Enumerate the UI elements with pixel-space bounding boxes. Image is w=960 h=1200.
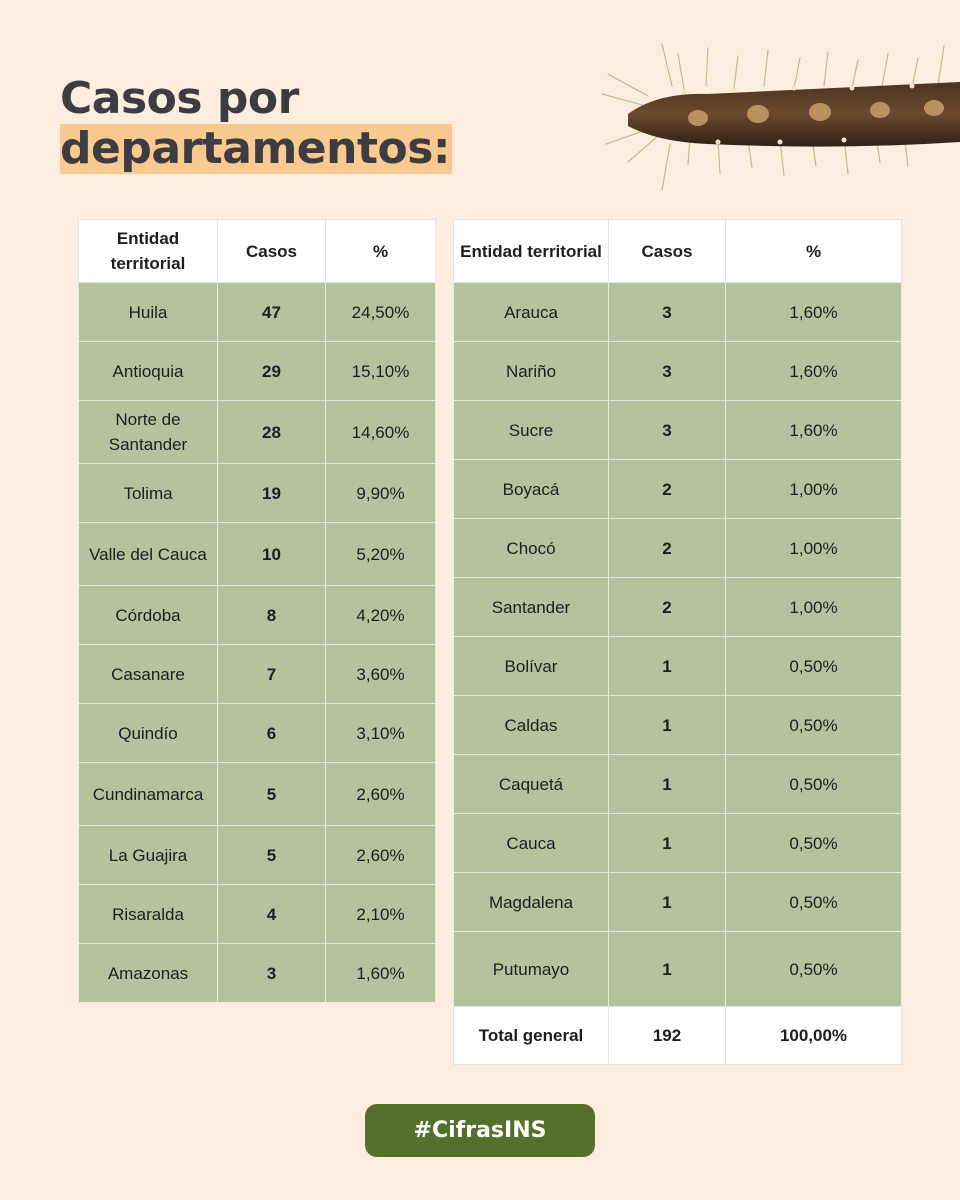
total-label: Total general xyxy=(454,1007,609,1065)
entity-cell: Antioquia xyxy=(79,342,218,401)
entity-cell: Boyacá xyxy=(454,460,609,519)
header-entity: Entidad territorial xyxy=(79,220,218,283)
table-row xyxy=(79,885,436,944)
total-row xyxy=(454,1007,902,1065)
percent-cell: 0,50% xyxy=(726,873,902,932)
cases-table-right xyxy=(453,219,902,1065)
entity-cell: Bolívar xyxy=(454,637,609,696)
table-row xyxy=(79,464,436,523)
percent-cell: 2,60% xyxy=(326,763,436,826)
percent-cell: 1,60% xyxy=(726,283,902,342)
cases-cell: 1 xyxy=(609,873,726,932)
title-line-1: Casos por xyxy=(60,73,299,124)
percent-cell: 3,10% xyxy=(326,704,436,763)
table-row xyxy=(454,460,902,519)
percent-cell: 1,60% xyxy=(726,401,902,460)
percent-cell: 15,10% xyxy=(326,342,436,401)
percent-cell: 4,20% xyxy=(326,586,436,645)
entity-cell: Risaralda xyxy=(79,885,218,944)
table-row xyxy=(454,755,902,814)
page-title xyxy=(60,74,452,174)
cases-cell: 4 xyxy=(218,885,326,944)
cases-cell: 6 xyxy=(218,704,326,763)
table-row xyxy=(454,637,902,696)
cases-cell: 3 xyxy=(609,342,726,401)
cases-table-left xyxy=(78,219,436,1003)
cases-cell: 10 xyxy=(218,523,326,586)
table-row xyxy=(454,696,902,755)
table-row xyxy=(454,519,902,578)
percent-cell: 1,00% xyxy=(726,460,902,519)
entity-cell: La Guajira xyxy=(79,826,218,885)
entity-cell: Santander xyxy=(454,578,609,637)
table-row xyxy=(454,873,902,932)
entity-cell: Arauca xyxy=(454,283,609,342)
table-row xyxy=(79,401,436,464)
cases-cell: 28 xyxy=(218,401,326,464)
entity-cell: Quindío xyxy=(79,704,218,763)
table-row xyxy=(79,763,436,826)
percent-cell: 1,60% xyxy=(726,342,902,401)
cases-cell: 47 xyxy=(218,283,326,342)
entity-cell: Casanare xyxy=(79,645,218,704)
percent-cell: 1,00% xyxy=(726,519,902,578)
entity-cell: Caldas xyxy=(454,696,609,755)
cases-cell: 3 xyxy=(609,283,726,342)
entity-cell: Valle del Cauca xyxy=(79,523,218,586)
entity-cell: Nariño xyxy=(454,342,609,401)
entity-cell: Tolima xyxy=(79,464,218,523)
percent-cell: 2,10% xyxy=(326,885,436,944)
percent-cell: 0,50% xyxy=(726,637,902,696)
header-percent: % xyxy=(726,220,902,283)
table-row xyxy=(454,401,902,460)
header-entity: Entidad territorial xyxy=(454,220,609,283)
cases-cell: 5 xyxy=(218,763,326,826)
table-header-row xyxy=(79,220,436,283)
entity-cell: Norte de Santander xyxy=(79,401,218,464)
header-cases: Casos xyxy=(609,220,726,283)
table-row xyxy=(79,704,436,763)
table-header-row xyxy=(454,220,902,283)
table-row xyxy=(454,342,902,401)
total-cases: 192 xyxy=(609,1007,726,1065)
percent-cell: 0,50% xyxy=(726,696,902,755)
percent-cell: 14,60% xyxy=(326,401,436,464)
cases-cell: 1 xyxy=(609,696,726,755)
cases-cell: 8 xyxy=(218,586,326,645)
title-line-2-highlighted: departamentos: xyxy=(60,123,451,174)
percent-cell: 9,90% xyxy=(326,464,436,523)
entity-cell: Cundinamarca xyxy=(79,763,218,826)
percent-cell: 1,60% xyxy=(326,944,436,1003)
cases-cell: 1 xyxy=(609,932,726,1007)
table-row xyxy=(79,944,436,1003)
entity-cell: Magdalena xyxy=(454,873,609,932)
table-row xyxy=(79,523,436,586)
table-row xyxy=(454,283,902,342)
percent-cell: 0,50% xyxy=(726,814,902,873)
hashtag-badge[interactable]: #CifrasINS xyxy=(365,1104,595,1157)
cases-cell: 5 xyxy=(218,826,326,885)
cases-cell: 1 xyxy=(609,814,726,873)
percent-cell: 5,20% xyxy=(326,523,436,586)
header-cases: Casos xyxy=(218,220,326,283)
total-percent: 100,00% xyxy=(726,1007,902,1065)
entity-cell: Putumayo xyxy=(454,932,609,1007)
percent-cell: 24,50% xyxy=(326,283,436,342)
cases-cell: 3 xyxy=(609,401,726,460)
entity-cell: Caquetá xyxy=(454,755,609,814)
cases-cell: 29 xyxy=(218,342,326,401)
table-row xyxy=(79,826,436,885)
table-row xyxy=(454,814,902,873)
header-percent: % xyxy=(326,220,436,283)
table-row xyxy=(79,645,436,704)
cases-cell: 19 xyxy=(218,464,326,523)
percent-cell: 0,50% xyxy=(726,755,902,814)
entity-cell: Huila xyxy=(79,283,218,342)
table-row xyxy=(79,586,436,645)
entity-cell: Chocó xyxy=(454,519,609,578)
cases-cell: 1 xyxy=(609,755,726,814)
cases-cell: 2 xyxy=(609,519,726,578)
entity-cell: Sucre xyxy=(454,401,609,460)
table-row xyxy=(454,932,902,1007)
cases-cell: 2 xyxy=(609,578,726,637)
percent-cell: 0,50% xyxy=(726,932,902,1007)
cases-cell: 1 xyxy=(609,637,726,696)
table-row xyxy=(79,283,436,342)
cases-cell: 2 xyxy=(609,460,726,519)
entity-cell: Córdoba xyxy=(79,586,218,645)
caterpillar-image xyxy=(588,34,960,204)
entity-cell: Amazonas xyxy=(79,944,218,1003)
percent-cell: 3,60% xyxy=(326,645,436,704)
table-row xyxy=(454,578,902,637)
cases-cell: 7 xyxy=(218,645,326,704)
cases-cell: 3 xyxy=(218,944,326,1003)
entity-cell: Cauca xyxy=(454,814,609,873)
percent-cell: 1,00% xyxy=(726,578,902,637)
percent-cell: 2,60% xyxy=(326,826,436,885)
table-row xyxy=(79,342,436,401)
